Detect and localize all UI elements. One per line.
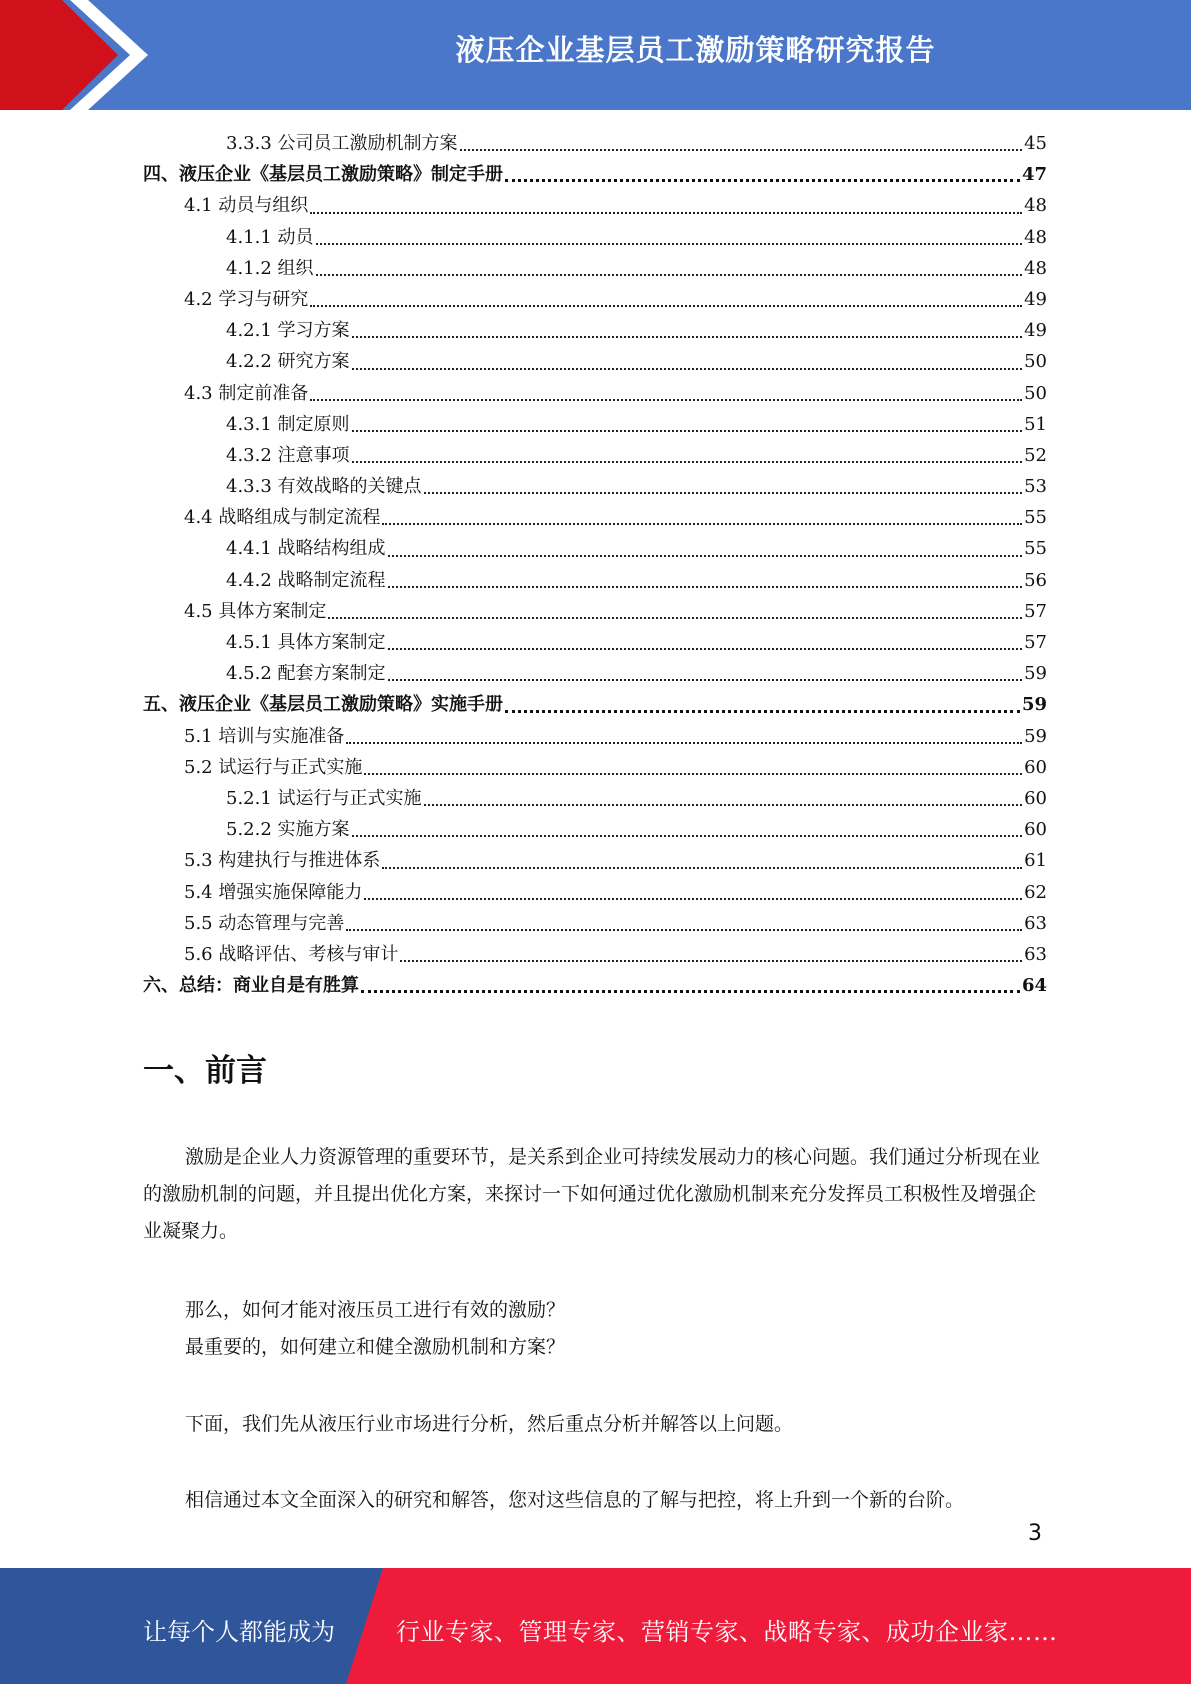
question-block: [143, 1292, 1047, 1366]
toc-entry[interactable]: [143, 502, 1047, 533]
toc-entry-label: 4.3.3 有效战略的关键点: [226, 476, 422, 498]
toc-entry-label: 4.5.1 具体方案制定: [226, 632, 386, 653]
page-footer: [0, 1568, 1191, 1684]
toc-entry-page: 55: [1024, 538, 1047, 560]
toc-leader-dots: [382, 523, 1022, 525]
toc-leader-dots: [364, 898, 1022, 900]
toc-entry-page: 50: [1024, 382, 1047, 404]
toc-entry[interactable]: [143, 752, 1047, 783]
toc-entry[interactable]: [143, 159, 1047, 190]
toc-entry[interactable]: [143, 970, 1047, 1001]
toc-leader-dots: [346, 929, 1022, 931]
toc-leader-dots: [424, 804, 1023, 806]
table-of-contents: [143, 128, 1047, 1001]
toc-leader-dots: [328, 617, 1022, 619]
toc-entry-label: 4.4.2 战略制定流程: [226, 569, 386, 591]
question-line: 最重要的，如何建立和健全激励机制和方案？: [185, 1336, 566, 1358]
toc-entry-page: 55: [1024, 507, 1047, 529]
toc-entry[interactable]: [143, 596, 1047, 627]
toc-leader-dots: [364, 773, 1022, 775]
toc-leader-dots: [352, 368, 1023, 370]
toc-entry-page: 53: [1024, 476, 1047, 498]
toc-entry[interactable]: [143, 627, 1047, 658]
toc-leader-dots: [346, 742, 1022, 744]
toc-entry-page: 60: [1024, 756, 1047, 778]
toc-leader-dots: [388, 648, 1023, 650]
toc-entry[interactable]: [143, 939, 1047, 970]
toc-leader-dots: [388, 679, 1023, 681]
toc-leader-dots: [460, 149, 1023, 151]
toc-leader-dots: [310, 305, 1022, 307]
toc-entry-label: 4.5.2 配套方案制定: [226, 663, 386, 685]
toc-entry[interactable]: [143, 783, 1047, 814]
toc-entry-label: 六、总结：商业自是有胜算: [143, 975, 359, 997]
toc-entry[interactable]: [143, 409, 1047, 440]
toc-entry-page: 57: [1024, 632, 1047, 653]
toc-entry-page: 48: [1024, 226, 1047, 248]
toc-leader-dots: [388, 586, 1023, 588]
toc-entry-label: 4.2 学习与研究: [184, 288, 309, 310]
toc-entry-label: 3.3.3 公司员工激励机制方案: [226, 133, 458, 154]
toc-leader-dots: [310, 399, 1022, 401]
toc-entry-label: 5.6 战略评估、考核与审计: [184, 943, 399, 965]
toc-entry-page: 45: [1024, 133, 1047, 154]
toc-entry-label: 5.2.1 试运行与正式实施: [226, 787, 422, 809]
toc-entry[interactable]: [143, 222, 1047, 253]
toc-entry-label: 五、液压企业《基层员工激励策略》实施手册: [143, 694, 503, 716]
toc-entry-label: 5.4 增强实施保障能力: [184, 881, 363, 903]
toc-entry-label: 4.1.2 组织: [226, 257, 314, 279]
toc-leader-dots: [382, 867, 1022, 869]
toc-leader-dots: [424, 492, 1023, 494]
toc-leader-dots: [352, 430, 1023, 432]
toc-entry-page: 63: [1024, 943, 1047, 965]
toc-leader-dots: [316, 243, 1023, 245]
toc-entry-label: 4.3.2 注意事项: [226, 444, 350, 466]
toc-entry[interactable]: [143, 565, 1047, 596]
toc-leader-dots: [310, 212, 1022, 214]
toc-entry[interactable]: [143, 378, 1047, 409]
toc-entry-page: 59: [1024, 725, 1047, 747]
toc-entry-label: 4.1 动员与组织: [184, 195, 309, 217]
toc-entry-page: 59: [1024, 663, 1047, 685]
toc-entry-label: 5.3 构建执行与推进体系: [184, 850, 381, 872]
toc-entry-page: 63: [1024, 912, 1047, 934]
toc-leader-dots: [388, 555, 1023, 557]
toc-entry[interactable]: [143, 533, 1047, 564]
toc-leader-dots: [352, 336, 1023, 338]
toc-entry[interactable]: [143, 845, 1047, 876]
toc-entry-page: 51: [1024, 413, 1047, 435]
toc-entry-page: 48: [1024, 257, 1047, 279]
footer-slogan-left: 让每个人都能成为: [143, 1618, 335, 1646]
toc-entry-label: 4.4 战略组成与制定流程: [184, 507, 381, 529]
toc-entry[interactable]: [143, 284, 1047, 315]
toc-entry-label: 4.3 制定前准备: [184, 382, 309, 404]
toc-entry[interactable]: [143, 190, 1047, 221]
toc-entry[interactable]: [143, 814, 1047, 845]
question-line: 那么，如何才能对液压员工进行有效的激励？: [185, 1299, 566, 1321]
page-number: 3: [1028, 1521, 1042, 1546]
toc-entry-label: 5.2.2 实施方案: [226, 819, 350, 841]
toc-entry-page: 56: [1024, 569, 1047, 591]
toc-entry-label: 4.5 具体方案制定: [184, 600, 327, 622]
toc-entry-page: 57: [1024, 600, 1047, 622]
toc-entry[interactable]: [143, 315, 1047, 346]
toc-entry[interactable]: [143, 658, 1047, 689]
toc-entry-label: 4.3.1 制定原则: [226, 413, 350, 435]
toc-entry-page: 60: [1024, 787, 1047, 809]
toc-entry-page: 52: [1024, 444, 1047, 466]
toc-leader-dots: [505, 179, 1020, 182]
toc-entry-page: 48: [1024, 195, 1047, 217]
toc-entry[interactable]: [143, 128, 1047, 159]
toc-entry-label: 4.2.2 研究方案: [226, 351, 350, 373]
intro-paragraph-block: [143, 1139, 1047, 1250]
toc-entry[interactable]: [143, 346, 1047, 377]
body-paragraph: 下面，我们先从液压行业市场进行分析，然后重点分析并解答以上问题。: [185, 1413, 794, 1435]
toc-entry-label: 四、液压企业《基层员工激励策略》制定手册: [143, 164, 503, 186]
intro-paragraph: 激励是企业人力资源管理的重要环节，是关系到企业可持续发展动力的核心问题。我们通过分析现在业的激励机制的问题，并且提出优化方案，来探讨一下如何通过优化激励机制来充分发挥员工积极性及增强企业凝聚力。: [143, 1146, 1041, 1242]
toc-entry[interactable]: [143, 908, 1047, 939]
toc-entry-page: 47: [1021, 164, 1047, 186]
toc-entry-page: 61: [1024, 850, 1047, 872]
toc-leader-dots: [400, 960, 1022, 962]
toc-entry-label: 5.1 培训与实施准备: [184, 725, 345, 747]
footer-slogan-right: 行业专家、管理专家、营销专家、战略专家、成功企业家……: [396, 1618, 1058, 1646]
toc-entry-page: 62: [1024, 881, 1047, 903]
paragraph-block: [143, 1406, 1047, 1443]
toc-entry[interactable]: [143, 689, 1047, 720]
toc-entry-page: 50: [1024, 351, 1047, 373]
toc-entry-label: 5.2 试运行与正式实施: [184, 756, 363, 778]
toc-entry[interactable]: [143, 471, 1047, 502]
toc-entry[interactable]: [143, 877, 1047, 908]
toc-leader-dots: [316, 274, 1023, 276]
toc-entry-page: 60: [1024, 819, 1047, 841]
toc-leader-dots: [352, 461, 1023, 463]
toc-leader-dots: [352, 835, 1023, 837]
toc-entry-label: 4.1.1 动员: [226, 226, 314, 248]
toc-entry-label: 5.5 动态管理与完善: [184, 912, 345, 934]
section-heading: 一、前言: [143, 1053, 267, 1089]
toc-leader-dots: [505, 710, 1020, 713]
toc-leader-dots: [361, 990, 1020, 993]
toc-entry-page: 64: [1021, 975, 1047, 997]
toc-entry-label: 4.2.1 学习方案: [226, 320, 350, 342]
toc-entry-page: 59: [1021, 694, 1047, 716]
toc-entry-label: 4.4.1 战略结构组成: [226, 538, 386, 560]
page-header: [0, 0, 1191, 110]
toc-entry[interactable]: [143, 440, 1047, 471]
toc-entry-page: 49: [1024, 320, 1047, 342]
toc-entry[interactable]: [143, 721, 1047, 752]
toc-entry-page: 49: [1024, 288, 1047, 310]
paragraph-block: [143, 1482, 1047, 1519]
toc-entry[interactable]: [143, 253, 1047, 284]
body-paragraph: 相信通过本文全面深入的研究和解答，您对这些信息的了解与把控，将上升到一个新的台阶。: [185, 1489, 965, 1511]
document-title: 液压企业基层员工激励策略研究报告: [455, 33, 936, 67]
header-arrow-decoration: [0, 0, 160, 110]
